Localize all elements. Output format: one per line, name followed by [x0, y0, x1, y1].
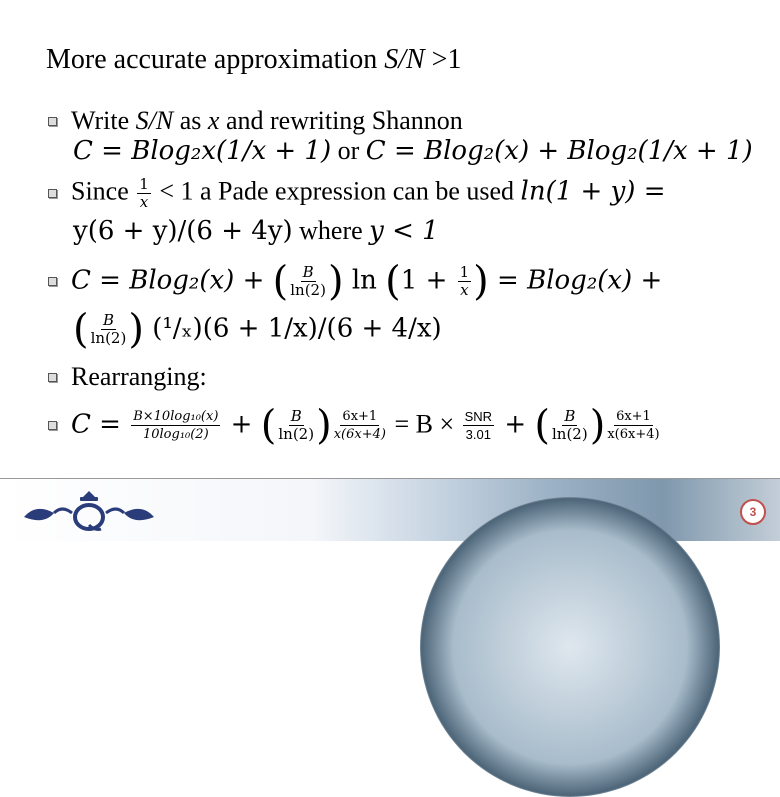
- b2-eq: ln(1 + y) =: [520, 176, 666, 207]
- b2-text: Since: [71, 176, 136, 206]
- b3-paren: (: [385, 258, 401, 305]
- b1-text2: as: [173, 106, 208, 135]
- bullet-4: [48, 362, 207, 392]
- b1-var: S/N: [135, 106, 174, 135]
- b4-text: Rearranging:: [71, 362, 207, 391]
- bullet-marker: [48, 117, 57, 126]
- b5-f5-num: B: [564, 407, 576, 425]
- bullet-marker: [48, 277, 57, 286]
- b5-f4-num: SNR: [464, 409, 493, 424]
- b3-frac2-den: x: [460, 281, 469, 299]
- b5-f2-den: ln(2): [278, 425, 315, 443]
- b5-f3-num: 6x+1: [342, 409, 378, 424]
- b2-cond: y < 1: [369, 216, 439, 246]
- b5-fraction2: [278, 408, 314, 443]
- b5-paren: (: [260, 402, 277, 449]
- page-number-badge: 3: [740, 499, 766, 525]
- b5-plus2: +: [496, 409, 535, 440]
- slide-title: [46, 44, 461, 76]
- b3-line2-frac-den: ln(2): [90, 329, 127, 347]
- b2-frac-num: 1: [139, 175, 149, 193]
- bullet-5: [48, 402, 662, 449]
- b5-f2-num: B: [290, 407, 302, 425]
- b5-paren: ): [316, 402, 332, 449]
- b1-text: Write: [71, 106, 136, 135]
- bullet-3: [48, 258, 663, 305]
- b1-text3: and rewriting Shannon: [219, 106, 463, 135]
- b3-line2-rest: (¹/ₓ)(6 + 1/x)/(6 + 4/x): [152, 313, 442, 344]
- bullet-marker: [48, 189, 57, 198]
- bullet-marker: [48, 373, 57, 382]
- bullet-2: [48, 176, 666, 211]
- clock-image: [420, 497, 720, 797]
- title-variable: S/N: [384, 44, 425, 75]
- b2-text2: < 1 a Pade expression can be used: [152, 176, 521, 206]
- title-suffix: >1: [424, 44, 462, 75]
- b5-paren: (: [534, 402, 550, 449]
- title-prefix: More accurate approximation: [46, 44, 385, 75]
- b2-line2: [73, 216, 439, 246]
- bullet-2-text: [71, 176, 666, 211]
- b3-line1: [71, 258, 663, 305]
- b2-frac-den: x: [139, 193, 149, 211]
- b5-plus: +: [222, 409, 261, 440]
- b3-frac-den: ln(2): [290, 281, 326, 299]
- b2-fraction: [137, 176, 151, 211]
- b5-eq-b: = B ×: [387, 409, 461, 439]
- b5-f3-den: x(6x+4): [333, 427, 386, 442]
- b3-line2: [73, 306, 442, 353]
- b3-paren: ): [128, 306, 144, 353]
- b3-fraction: [290, 264, 326, 299]
- b5-fraction4: [463, 408, 494, 443]
- b5-f5-den: ln(2): [552, 425, 588, 443]
- b5-eq-a: C =: [71, 409, 130, 440]
- b3-eq-d: = Blog₂(x) +: [488, 265, 663, 296]
- slide-footer: [0, 478, 780, 541]
- b2-where: where: [292, 216, 370, 245]
- b5-fraction6: [607, 408, 659, 443]
- b1-var2: x: [207, 106, 220, 135]
- b3-line2-frac-num: B: [102, 311, 114, 329]
- b2-eq2: y(6 + y)/(6 + 4y): [73, 216, 293, 246]
- b5-f1-den: 10log₁₀(2): [142, 427, 209, 442]
- b3-frac-num: B: [302, 263, 314, 281]
- b3-line2-fraction: [91, 312, 127, 347]
- b5-f4-den: 3.01: [465, 427, 491, 442]
- b1-eq2: C = Blog₂(x) + Blog₂(1/x + 1): [365, 136, 753, 166]
- b3-paren: ): [473, 258, 489, 305]
- b5-line: [71, 402, 662, 449]
- bullet-2-line2: [73, 216, 439, 246]
- b5-f6-den: x(6x+4): [607, 427, 660, 442]
- b5-paren: ): [589, 402, 606, 449]
- b3-paren: ): [327, 258, 344, 305]
- b1-or: or: [331, 136, 366, 165]
- b1-eq-line: [73, 136, 753, 166]
- bullet-1-equations: [73, 136, 753, 166]
- b3-fraction2: [458, 264, 472, 299]
- b5-fraction5: [552, 408, 588, 443]
- crest-logo-icon: [14, 487, 164, 533]
- b3-eq-c: 1 +: [400, 265, 456, 296]
- b5-f1-num: B×10log₁₀(x): [133, 409, 219, 424]
- b3-paren: (: [73, 306, 89, 353]
- bullet-1-text: [71, 106, 463, 136]
- bullet-marker: [48, 421, 57, 430]
- b5-fraction3: [334, 408, 386, 443]
- b5-fraction1: [131, 408, 220, 443]
- b3-eq-b: ln: [343, 265, 386, 296]
- b3-eq-a: C = Blog₂(x) +: [71, 265, 273, 296]
- bullet-3-line2: [73, 306, 442, 353]
- b1-eq1: C = Blog₂x(1/x + 1): [73, 136, 332, 166]
- bullet-1: [48, 106, 463, 136]
- b3-frac2-num: 1: [459, 263, 470, 281]
- b5-f6-num: 6x+1: [616, 409, 651, 424]
- b3-paren: (: [272, 258, 289, 305]
